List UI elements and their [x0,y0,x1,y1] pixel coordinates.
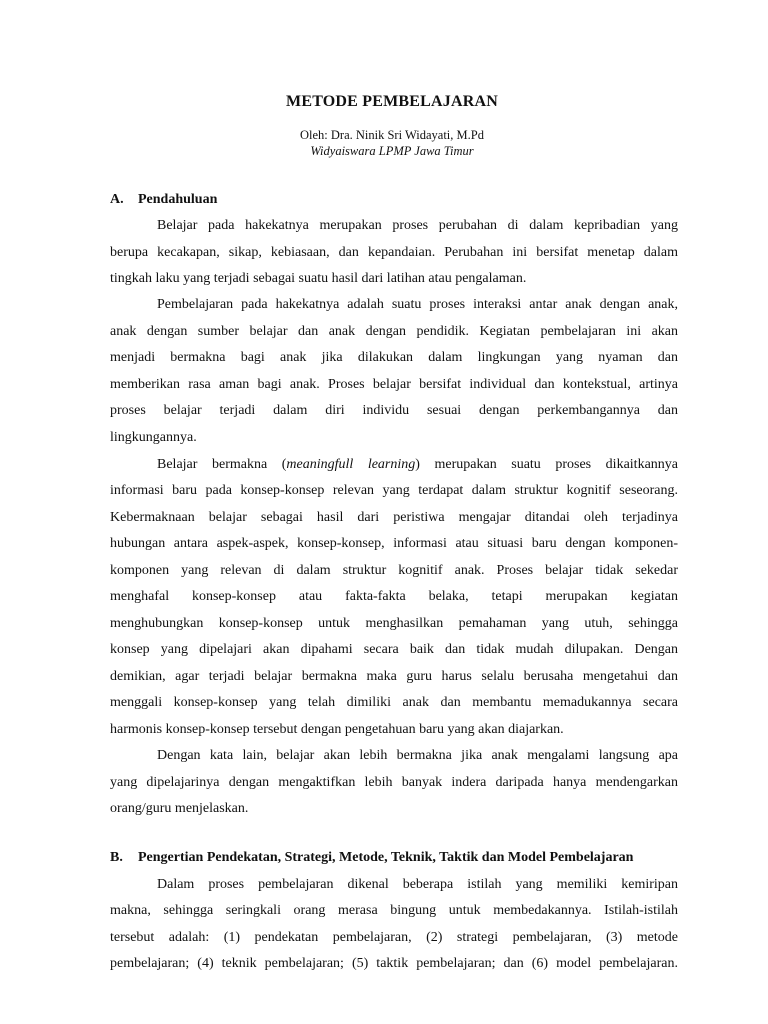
paragraph-line: harmonis konsep-konsep tersebut dengan pengetahuan baru yang akan diajarkan. [110,722,564,737]
paragraph-line: menghafal konsep-konsep atau fakta-fakta belaka, tetapi merupakan kegiatan [110,589,678,604]
paragraph-line: Kebermaknaan belajar sebagai hasil dari peristiwa mengajar ditandai oleh terjadinya [110,510,678,525]
paragraph-line: Dalam proses pembelajaran dikenal beberapa istilah yang memiliki kemiripan [157,877,678,892]
section-a-heading [110,191,710,209]
paragraph-line-mixed [157,456,678,474]
paragraph-line: hubungan antara aspek-aspek, konsep-konsep, informasi atau situasi baru dengan komponen- [110,536,678,551]
paragraph-line: yang dipelajarinya dengan mengaktifkan lebih banyak indera daripada hanya mendengarkan [110,775,678,790]
paragraph-line: menjadi bermakna bagi anak jika dilakukan dalam lingkungan yang nyaman dan [110,350,678,365]
paragraph-line: Belajar pada hakekatnya merupakan proses perubahan di dalam kepribadian yang [157,218,678,233]
document-title: METODE PEMBELAJARAN [286,93,498,110]
section-b-heading [110,849,710,867]
section-b-number: B. [110,850,123,865]
paragraph-line: anak dengan sumber belajar dan anak dengan pendidik. Kegiatan pembelajaran ini akan [110,324,678,339]
paragraph-line: proses belajar terjadi dalam diri individu sesuai dengan perkembangannya dan [110,403,678,418]
paragraph-line: berupa kecakapan, sikap, kebiasaan, dan kepandaian. Perubahan ini bersifat menetap dalam [110,245,678,260]
text-run: ) merupakan suatu proses dikaitkannya [415,457,678,472]
paragraph-line: Dengan kata lain, belajar akan lebih bermakna jika anak mengalami langsung apa [157,748,678,763]
paragraph-line: menghubungkan konsep-konsep untuk menghasilkan pemahaman yang utuh, sehingga [110,616,678,631]
paragraph-line: orang/guru menjelaskan. [110,801,249,816]
section-a-title: Pendahuluan [138,192,218,207]
paragraph-line: makna, sehingga seringkali orang merasa bingung untuk membedakannya. Istilah-istilah [110,903,678,918]
affiliation-line: Widyaiswara LPMP Jawa Timur [310,144,474,158]
paragraph-line: tingkah laku yang terjadi sebagai suatu hasil dari latihan atau pengalaman. [110,271,527,286]
paragraph-line: Pembelajaran pada hakekatnya adalah suatu proses interaksi antar anak dengan anak, [157,297,678,312]
paragraph-line: informasi baru pada konsep-konsep relevan yang terdapat dalam struktur kognitif seseorang. [110,483,678,498]
paragraph-line: tersebut adalah: (1) pendekatan pembelajaran, (2) strategi pembelajaran, (3) metode [110,930,678,945]
paragraph-line: lingkungannya. [110,430,197,445]
paragraph-line: menggali konsep-konsep yang telah dimiliki anak dan membantu memadukannya secara [110,695,678,710]
paragraph-line: konsep yang dipelajari akan dipahami secara baik dan tidak mudah dilupakan. Dengan [110,642,678,657]
paragraph-line: pembelajaran; (4) teknik pembelajaran; (5) taktik pembelajaran; dan (6) model pembelajaran. [110,956,678,971]
section-b-title: Pengertian Pendekatan, Strategi, Metode, Teknik, Taktik dan Model Pembelajaran [138,850,634,865]
section-a-number: A. [110,192,124,207]
text-run: Belajar bermakna ( [157,457,287,472]
author-line: Oleh: Dra. Ninik Sri Widayati, M.Pd [300,128,484,142]
paragraph-line: komponen yang relevan di dalam struktur kognitif anak. Proses belajar tidak sekedar [110,563,678,578]
paragraph-line: memberikan rasa aman bagi anak. Proses belajar bersifat individual dan kontekstual, artinya [110,377,678,392]
paragraph-line: demikian, agar terjadi belajar bermakna maka guru harus selalu berusaha mengetahui dan [110,669,678,684]
italic-term: meaningfull learning [286,457,416,472]
